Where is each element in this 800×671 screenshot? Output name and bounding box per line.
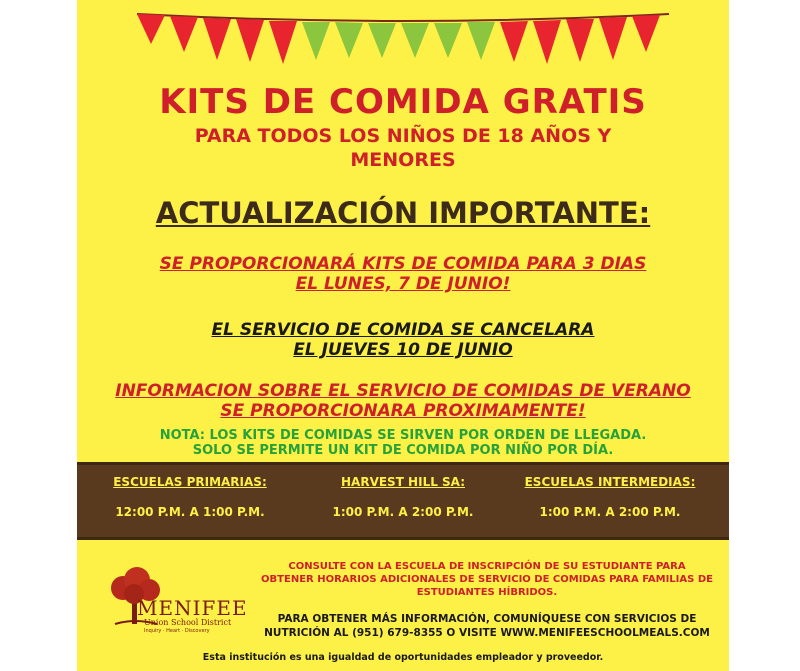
cancel-notice-line-1: EL SERVICIO DE COMIDA SE CANCELARA bbox=[211, 320, 595, 340]
schedule-band bbox=[77, 462, 729, 540]
consult-line-3: ESTUDIANTES HÍBRIDOS. bbox=[416, 587, 558, 598]
subtitle-line-1: PARA TODOS LOS NIÑOS DE 18 AÑOS Y bbox=[194, 125, 612, 147]
subtitle-line-2: MENORES bbox=[350, 149, 456, 171]
flag-9 bbox=[401, 23, 429, 58]
consult-line-1: CONSULTE CON LA ESCUELA DE INSCRIPCIÓN DE SU ESTUDIANTE PARA bbox=[288, 561, 686, 572]
logo-subtitle: Union School District bbox=[144, 618, 232, 627]
kits-notice-line-2: EL LUNES, 7 DE JUNIO! bbox=[295, 274, 511, 294]
schedule-name-intermedias: ESCUELAS INTERMEDIAS: bbox=[524, 475, 696, 489]
contact-line-2: NUTRICIÓN AL (951) 679-8355 O VISITE WWW.MENIFEESCHOOLMEALS.COM bbox=[264, 627, 710, 639]
flag-5 bbox=[269, 21, 297, 64]
consult-line-2: OBTENER HORARIOS ADICIONALES DE SERVICIO DE COMIDAS PARA FAMILIAS DE bbox=[261, 574, 713, 585]
footer-disclaimer: Esta institución es una igualdad de oportunidades empleador y proveedor. bbox=[202, 652, 604, 663]
flag-11 bbox=[467, 22, 495, 60]
flag-3 bbox=[203, 18, 231, 60]
flag-6 bbox=[302, 22, 330, 60]
logo-name: MENIFEE bbox=[137, 596, 248, 620]
flag-1 bbox=[137, 14, 165, 44]
subtitle bbox=[77, 124, 729, 172]
update-heading: ACTUALIZACIÓN IMPORTANTE: bbox=[155, 196, 651, 230]
summer-notice-line-1: INFORMACION SOBRE EL SERVICIO DE COMIDAS DE VERANO bbox=[115, 381, 691, 401]
consult-notice bbox=[247, 560, 727, 599]
schedule-time-harvest-hill: 1:00 P.M. A 2:00 P.M. bbox=[332, 505, 474, 519]
contact-info bbox=[247, 612, 727, 640]
nota bbox=[77, 428, 729, 458]
schedule-time-primarias: 12:00 P.M. A 1:00 P.M. bbox=[115, 505, 265, 519]
schedule-time-intermedias: 1:00 P.M. A 2:00 P.M. bbox=[539, 505, 681, 519]
page-title: KITS DE COMIDA GRATIS bbox=[159, 82, 647, 122]
nota-line-1: NOTA: LOS KITS DE COMIDAS SE SIRVEN POR ORDEN DE LLEGADA. bbox=[159, 428, 647, 443]
flyer bbox=[77, 0, 729, 671]
flag-8 bbox=[368, 23, 396, 58]
flag-7 bbox=[335, 22, 363, 58]
flag-12 bbox=[500, 21, 528, 62]
nota-line-2: SOLO SE PERMITE UN KIT DE COMIDA POR NIÑO POR DÍA. bbox=[192, 443, 614, 458]
flag-13 bbox=[533, 20, 561, 64]
flag-14 bbox=[566, 19, 594, 62]
flag-16 bbox=[632, 15, 660, 52]
flag-2 bbox=[170, 16, 198, 52]
flag-10 bbox=[434, 23, 462, 58]
kits-notice-line-1: SE PROPORCIONARÁ KITS DE COMIDA PARA 3 DIAS bbox=[159, 254, 647, 274]
bunting-decoration bbox=[77, 0, 729, 80]
summer-notice-line-2: SE PROPORCIONARA PROXIMAMENTE! bbox=[220, 401, 586, 421]
flag-4 bbox=[236, 19, 264, 62]
contact-line-1: PARA OBTENER MÁS INFORMACIÓN, COMUNÍQUESE CON SERVICIOS DE bbox=[277, 613, 697, 625]
logo-tagline: Inquiry · Heart · Discovery bbox=[144, 628, 210, 634]
schedule-name-primarias: ESCUELAS PRIMARIAS: bbox=[113, 475, 267, 489]
cancel-notice-line-2: EL JUEVES 10 DE JUNIO bbox=[293, 340, 513, 360]
schedule-name-harvest-hill: HARVEST HILL SA: bbox=[341, 475, 465, 489]
flag-15 bbox=[599, 17, 627, 60]
